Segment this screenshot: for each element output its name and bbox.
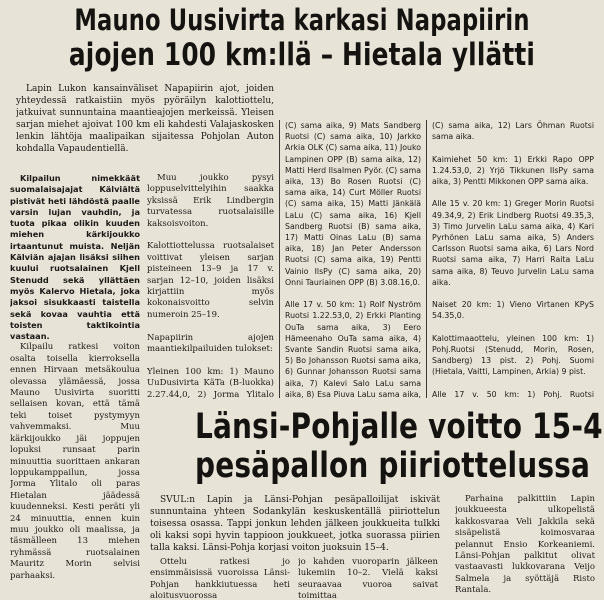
headline-lansi-pohja: Länsi-Pohjalle voitto 15-4 [195, 407, 603, 447]
article-intro [16, 83, 274, 169]
column-2-text: Muu joukko pysyi loppuselvittelyihin saakka yksissä Erik Lindbergin turvatessa ruotsalaisille kaksoisvoiton. Kalottiottelussa ruotsalaiset voittivat yleisen sarjan pisteineen 13–9 ja 17 v. sarjan 12–10, joiden lisäksi kirjattiin myös kokonaisvoitto selvin numeroin 25–19. Napapiirin ajojen maantiekilpailuiden tulokset: Yleinen 100 km: 1) Mauno UuDusivirta KäTa (B-luokka) 2.27.44,0, 2) Jorma Ylitalo [147, 173, 274, 399]
column-4-text: (C) sama aika, 12) Lars Öhman Ruotsi sama aika. Kaimiehet 50 km: 1) Erkki Rapo OPP 1.24.53,0, 2) Yrjö Tikkunen IlsPy sama aika, 3) Pentti Mikkonen OPP sama aika. Alle 15 v. 20 km: 1) Greger Morin Ruotsi 49.34,9, 2) Erik Lindberg Ruotsi 49.35,3, 3) Timo Jurvelin LaLu sama aika, 4) Kari Pyrhönen LaLu sama aika, 5) Anders Carlsson Ruotsi sama aika, 6) Lars Nord Ruotsi sama aika, 7) Harri Raita LaLu sama aika, 8) Teuvo Jurvelin LaLu sama aika. Naiset 20 km: 1) Vieno Virtanen KPyS 54.35,0. Kalottimaaottelu, yleinen 100 km: 1) Pohj.Ruotsi (Stenudd, Morin, Rosen, Sandberg) 13 pist. 2) Pohj. Suomi (Hietala, Vaitti, Lampinen, Arkia) 9 pist. Alle 17 v. 50 km: 1) Pohj. Ruotsi [432, 121, 594, 399]
bottom-column-4 [455, 494, 595, 600]
column-2 [147, 173, 274, 399]
headline-hietala: ajojen 100 km:llä – Hietala yllätti [68, 37, 536, 73]
column-3-text: (C) sama aika, 9) Mats Sandberg Ruotsi (C) sama aika, 10) Jarkko Arkia OLK (C) sama aika, 11) Jouko Lampinen OPP (B) sama aika, 12) Matti Herd Ilsalmen Pyör. (C) sama aika, 13) Bo Rosen Ruotsi (C) sama aika, 14) Curt Möller Ruotsi (C) sama aika, 15) Matti Jänkälä LaLu (C) sama aika, 16) Kjell Sandberg Ruotsi (B) sama aika, 17) Matti Oinas LaLu (B) sama aika, 18) Jan Peter Andersson Ruotsi (C) sama aika, 19) Pentti Vainio IlsPy (C) sama aika, 20) Onni Tauriainen OPP (B) 3.08.16,0. Alle 17 v. 50 km: 1) Rolf Nyström Ruotsi 1.22.53,0, 2) Erkki Planting OuTa sama aika, 3) Eero Hämeenaho OuTa sama aika, 4) Svante Sandin Ruotsi sama aika, 5) Bo Johansson Ruotsi sama aika, 6) Gunnar Johansson Ruotsi sama aika, 7) Kalevi Salo LaLu sama aika, 8) Esa Piuva LaLu sama aika, [285, 121, 421, 399]
column-4 [432, 120, 594, 401]
column-rule [279, 120, 280, 398]
column-rule [426, 120, 427, 398]
bottom-column-3-text: jo kahden vuoroparin jälkeen lukemiin 10–2. Vielä kaksi seuraavaa vuoroa saivat toimittaa [298, 557, 438, 600]
bottom-lead [150, 494, 440, 552]
bottom-column-4-text: Parhaina palkittiin Lapin joukkueesta ulkopelistä kakkosvaraa Veli Jakkila sekä sisäpelistä koimosvaraa pelannut Ensio Korkeaniemi. Länsi-Pohjan palkitut olivat vastaavasti lukkovarana Veijo Salmela ja syöttäjä Risto Rantala. [455, 494, 595, 596]
intro-paragraph: Lapin Lukon kansainväliset Napapiirin ajot, joiden yhteydessä ratkaistiin myös pyöräilyn kalottiottelu, jatkuivat sunnuntaina maantieajojen merkeissä. Yleisen sarjan miehet ajoivat 100 km eli kahdesti Valajaskosken lenkin lähtöja maalipaikan sijaitessa Pohjolan Auton kohdalla Vapaudentiellä. [16, 84, 274, 154]
bottom-lead-paragraph: SVUL:n Lapin ja Länsi-Pohjan pesäpalloilijat iskivät sunnuntaina yhteen Sodankylän keskuskentällä piiriottelun toisessa osassa. Tappi jonkun lehden jälkeen joukkueita tulkki oli kaksi sopi hyvin tappioon joukkueet, jotka suorassa piirien talla kaksi. Länsi-Pohja korjasi voiton juoksuin 15–4. [150, 495, 440, 552]
bottom-column-2 [150, 557, 290, 600]
column-1-text: Kilpailu ratkesi voiton osalta toisella kierroksella ennen Hirvaan metsäkoulua olevassa ylämäessä, jossa Mauno Uusivirta suoritti sellaisen kovan, että tämä teki toiset pystymyyn vahvemmaksi. Muu kärkijoukko jäi joppujen lopuksi runsaat parin minuuttia suorittaen ankaran loppukamppailun, jossa Jorma Ylitalo oli paras Hietalan jäädessä kuudenneksi. Kesti peräti yli 24 minuuttia, ennen kuin muu joukko oli maalissa, ja täsmälleen 13 miehen ryhmässä ruotsalainen Mauritz Morin selvisi parhaaksi. [10, 342, 140, 581]
column-1-bold-paragraph: Kilpailun nimekkäät suomalaisajajat Kälviältä pistivät heti lähdöstä paalle varsin lujan vauhdin, ja tuota pikaa olikin kuuden miehen kärkijoukko irtaantunut muista. Neljän Kälviän ajajan lisäksi siihen kuului ruotsalainen Kjell Stenudd sekä yllättäen myös Kalervo Hietala, joka jaksoi sisukkaasti taistella sekä kovaa vauhtia että toisten taktikointia vastaan. [10, 173, 140, 342]
bottom-column-3 [298, 557, 438, 600]
column-3 [285, 120, 421, 401]
column-1 [10, 173, 140, 593]
headline-uusivirta: Mauno Uusivirta karkasi Napapiirin [74, 3, 530, 37]
bottom-column-2-text: Ottelu ratkesi jo ensimmäisissä vuoroissa Länsi-Pohjan hankkiutuessa heti aloitusvuorossa [150, 557, 290, 600]
headline-pesapallo: pesäpallon piiriottelussa [195, 446, 591, 486]
